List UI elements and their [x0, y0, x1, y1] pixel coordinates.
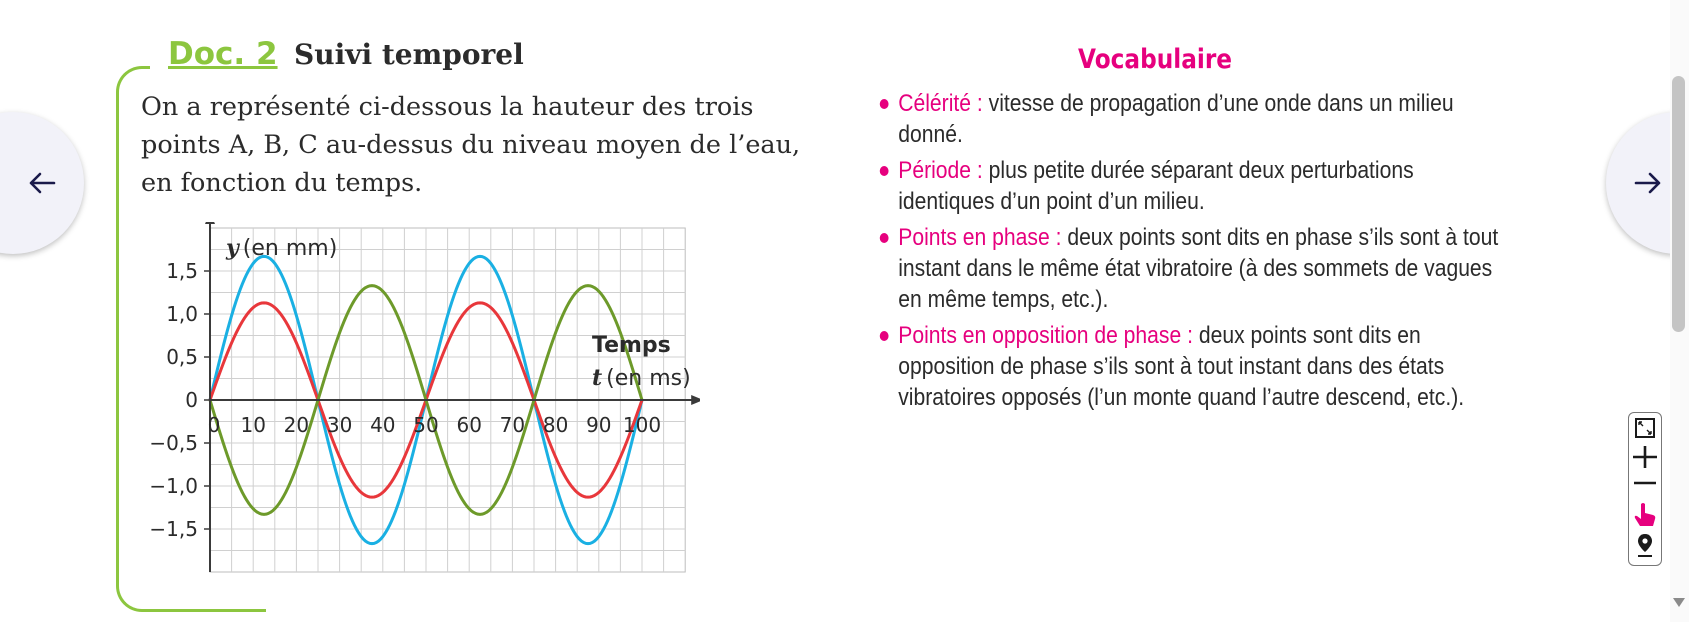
x-axis-unit: (en ms) [606, 366, 691, 391]
y-tick-label: −0,5 [149, 431, 198, 455]
x-tick-label: 70 [499, 413, 526, 437]
vocabulary-term: Célérité : [898, 90, 983, 117]
scroll-down-arrow-icon[interactable] [1673, 598, 1685, 607]
x-tick-label: 90 [586, 413, 612, 437]
vocabulary-item-periode [878, 155, 1511, 217]
arrow-left-icon [28, 171, 56, 195]
x-tick-label: 50 [413, 413, 439, 437]
x-axis-label [592, 365, 691, 391]
vocabulary-item-opposition-de-phase [878, 320, 1511, 413]
bullet-icon [880, 331, 889, 341]
y-tick-label: 0 [185, 388, 198, 412]
y-axis-arrow [205, 222, 215, 224]
doc-body-text: On a représenté ci-dessous la hauteur des trois points A, B, C au-dessus du niveau moyen de l’eau, en fonction du temps. [141, 92, 801, 198]
x-tick-label: 40 [370, 413, 396, 437]
bullet-icon [880, 166, 889, 176]
doc-number: Doc. 2 [168, 36, 278, 72]
vocabulary-definition: plus petite durée séparant deux perturbations identiques d’un point d’un milieu. [898, 157, 1414, 215]
vocabulary-item-points-en-phase [878, 222, 1511, 315]
bullet-icon [880, 233, 889, 243]
x-axis-arrow [691, 395, 700, 405]
vocabulary-item-celerite [878, 88, 1511, 150]
vocabulary-list [878, 88, 1498, 418]
x-tick-label: 20 [283, 413, 310, 437]
location-pin-icon[interactable] [1629, 531, 1661, 559]
zoom-toolbar [1628, 412, 1662, 566]
wave-height-chart [130, 222, 700, 582]
zoom-out-icon[interactable] [1629, 471, 1661, 499]
vocabulary-term: Période : [898, 157, 983, 184]
x-tick-label: 60 [456, 413, 482, 437]
scrollbar-thumb[interactable] [1672, 76, 1685, 332]
bullet-icon [880, 99, 889, 109]
previous-page-button[interactable] [0, 112, 84, 254]
arrow-right-icon [1634, 171, 1662, 195]
y-axis-symbol: y [226, 235, 239, 261]
y-axis-unit: (en mm) [242, 236, 338, 261]
zoom-in-icon[interactable] [1629, 443, 1661, 471]
vocabulary-term: Points en opposition de phase : [898, 322, 1193, 349]
x-tick-label: 80 [542, 413, 569, 437]
y-axis-label [225, 235, 337, 261]
vocabulary-definition: vitesse de propagation d’une onde dans un milieu donné. [898, 90, 1454, 148]
x-tick-label: 10 [240, 413, 266, 437]
x-tick-label: 30 [326, 413, 353, 437]
doc-title: Suivi temporel [294, 38, 524, 71]
y-tick-label: 1,0 [166, 302, 198, 326]
x-tick-label: 0 [207, 413, 221, 437]
y-tick-label: −1,5 [149, 517, 198, 541]
y-tick-label: 1,5 [166, 259, 198, 283]
vocabulary-definition: deux points sont dits en opposition de phase s’ils sont à tout instant dans des états vibratoires opposés (l’un monte quand l’autre descend, etc.). [898, 322, 1465, 411]
x-axis-symbol: t [592, 365, 603, 391]
fullscreen-icon[interactable] [1629, 415, 1661, 443]
y-tick-label: 0,5 [166, 345, 198, 369]
x-axis-title: Temps [592, 333, 671, 358]
vocabulary-definition: deux points sont dits en phase s’ils sont à tout instant dans le même état vibratoire (à des sommets de vagues en même temps, etc.). [898, 224, 1499, 313]
vocabulary-title: Vocabulaire [1078, 44, 1233, 75]
hand-pointer-icon[interactable] [1629, 501, 1661, 529]
y-tick-label: −1,0 [149, 474, 198, 498]
x-tick-label: 100 [622, 413, 662, 437]
vocabulary-term: Points en phase : [898, 224, 1062, 251]
